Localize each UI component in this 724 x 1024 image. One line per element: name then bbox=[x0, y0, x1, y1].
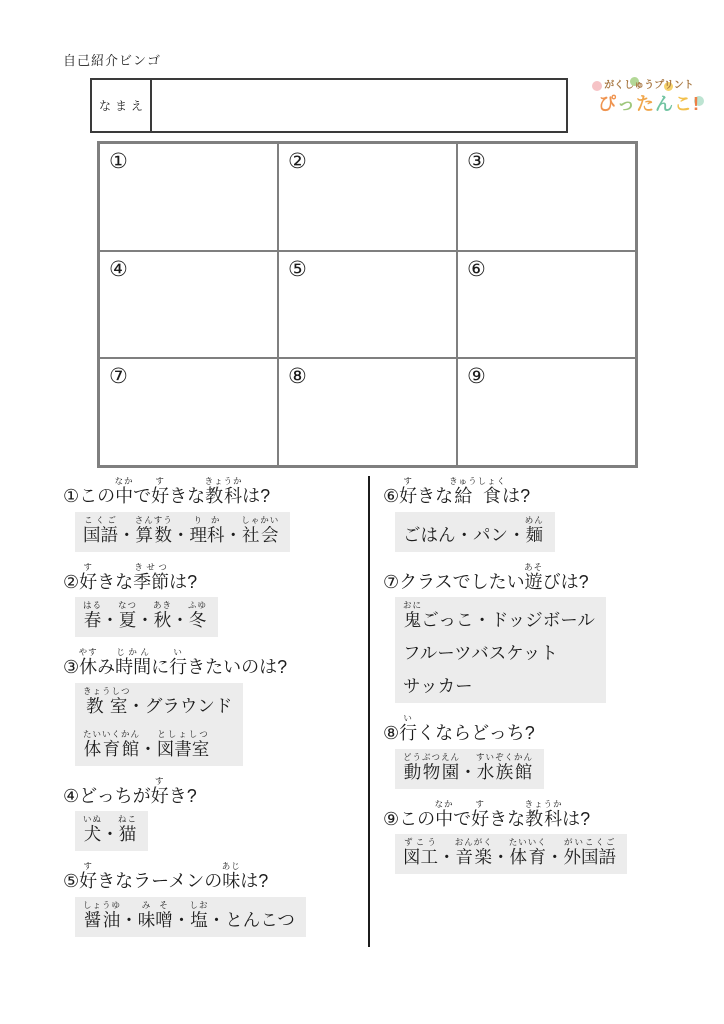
question-text: ⑥好すきな給食きゅうしょくは? bbox=[383, 476, 531, 506]
answer-line: 春はる・夏なつ・秋あき・冬ふゆ bbox=[83, 600, 208, 631]
answer-line: ごはん・パン・麺めん bbox=[403, 514, 544, 545]
question-7 bbox=[383, 562, 713, 704]
answer-options bbox=[75, 897, 306, 937]
question-1 bbox=[63, 476, 360, 552]
bingo-cell-8[interactable] bbox=[279, 359, 456, 465]
logo bbox=[586, 80, 712, 115]
answer-options bbox=[75, 512, 290, 552]
cell-number: ② bbox=[288, 150, 307, 173]
bingo-cell-7[interactable] bbox=[100, 359, 277, 465]
answer-options bbox=[395, 512, 555, 552]
question-text: ③休やすみ時間じかんに行いきたいのは? bbox=[63, 647, 288, 678]
question-6 bbox=[383, 476, 713, 552]
bingo-grid bbox=[97, 141, 638, 468]
question-text: ⑦クラスでしたい遊あそびは? bbox=[383, 561, 589, 592]
answer-options bbox=[395, 834, 627, 874]
cell-number: ③ bbox=[467, 150, 486, 173]
questions-section bbox=[63, 476, 713, 947]
answer-line: 犬いぬ・猫ねこ bbox=[83, 814, 138, 845]
answer-line: 鬼おにごっこ・ドッジボール bbox=[403, 600, 595, 631]
cell-number: ⑤ bbox=[288, 257, 307, 281]
cell-number: ⑧ bbox=[288, 365, 307, 389]
question-2 bbox=[63, 562, 360, 638]
logo-title: ぴったんこ! bbox=[598, 93, 700, 114]
question-text: ②好すきな季節きせつは? bbox=[63, 561, 198, 592]
answer-line: フルーツバスケット bbox=[403, 643, 558, 664]
answer-line: 教室きょうしつ・グラウンド bbox=[83, 685, 233, 716]
answer-line: 動物園どうぶつえん・水族館すいぞくかん bbox=[403, 751, 534, 782]
logo-subtitle: がくしゅうプリント bbox=[604, 80, 694, 91]
question-8 bbox=[383, 713, 713, 789]
answer-options bbox=[395, 749, 544, 789]
answer-options bbox=[75, 811, 148, 851]
answer-line: サッカー bbox=[403, 676, 473, 697]
question-text: ④どっちが好すき? bbox=[63, 775, 197, 806]
questions-column-left bbox=[63, 476, 360, 947]
answer-line: 醤油しょうゆ・味噌みそ・塩しお・とんこつ bbox=[83, 899, 295, 930]
bingo-cell-3[interactable] bbox=[458, 144, 635, 250]
name-label: なまえ bbox=[92, 80, 152, 131]
answer-line: 図工ずこう・音楽おんがく・体育たいいく・外国語がいこくご bbox=[403, 837, 617, 868]
cell-number: ⑥ bbox=[467, 257, 486, 281]
answer-options bbox=[395, 597, 606, 703]
name-input-area[interactable] bbox=[152, 80, 566, 131]
bingo-cell-5[interactable] bbox=[279, 252, 456, 358]
answer-line: 国語こくご・算数さんすう・理科りか・社会しゃかい bbox=[83, 514, 280, 545]
bingo-cell-2[interactable] bbox=[279, 144, 456, 250]
answer-line: 体育館たいいくかん・図書室としょしつ bbox=[83, 728, 210, 759]
questions-column-right bbox=[370, 476, 713, 947]
bingo-cell-4[interactable] bbox=[100, 252, 277, 358]
cell-number: ⑦ bbox=[109, 365, 128, 389]
bingo-cell-6[interactable] bbox=[458, 252, 635, 358]
question-5 bbox=[63, 861, 360, 937]
question-9 bbox=[383, 799, 713, 875]
question-text: ⑧行いくならどっち? bbox=[383, 713, 535, 744]
cell-number: ⑨ bbox=[467, 365, 486, 389]
question-text: ⑤好すきなラーメンの味あじは? bbox=[63, 861, 269, 892]
name-field bbox=[90, 78, 568, 133]
question-text: ①この中なかで好すきな教科きょうかは? bbox=[63, 476, 271, 506]
answer-options bbox=[75, 683, 243, 766]
question-text: ⑨この中なかで好すきな教科きょうかは? bbox=[383, 798, 591, 829]
question-3 bbox=[63, 647, 360, 766]
cell-number: ① bbox=[109, 150, 128, 173]
bingo-cell-1[interactable] bbox=[100, 144, 277, 250]
bingo-cell-9[interactable] bbox=[458, 359, 635, 465]
answer-options bbox=[75, 597, 218, 637]
cell-number: ④ bbox=[109, 257, 128, 281]
sheet-title: 自己紹介ビンゴ bbox=[63, 53, 162, 68]
question-4 bbox=[63, 776, 360, 852]
